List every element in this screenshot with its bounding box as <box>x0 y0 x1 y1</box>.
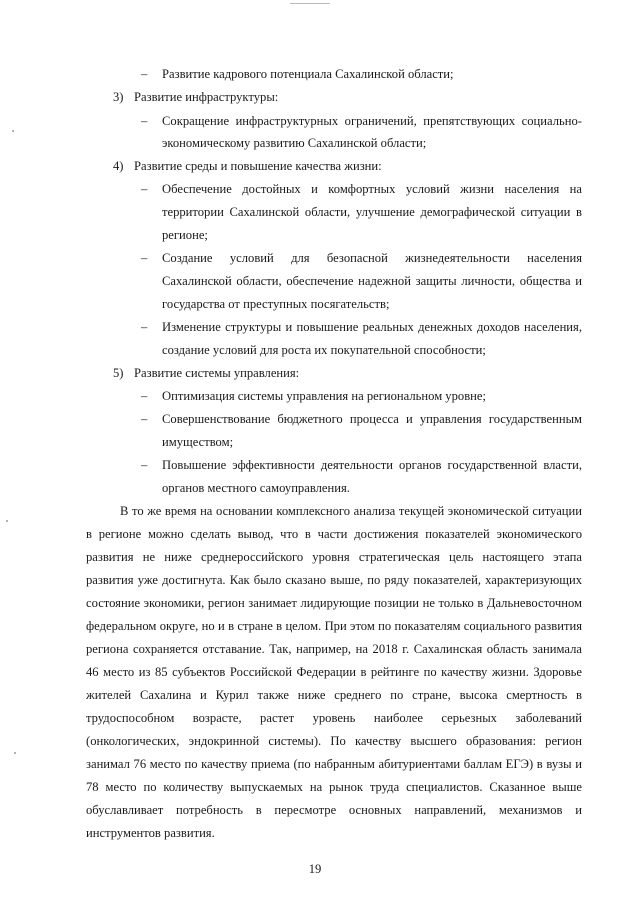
bullet-text: Совершенствование бюджетного процесса и управления государственным <box>162 412 582 426</box>
bullet-dash: – <box>141 458 148 472</box>
bullet-text: Сокращение инфраструктурных ограничений, препятствующих социально- <box>162 114 582 128</box>
bullet-text: Развитие кадрового потенциала Сахалинской области; <box>162 67 454 81</box>
paragraph-line: 78 место по количеству выпускаемых на рынок труда специалистов. Сказанное выше <box>86 780 582 794</box>
bullet-text: Оптимизация системы управления на региональном уровне; <box>162 389 486 403</box>
paragraph-line: федеральном округе, но и в стране в целом. При этом по показателям социального развития <box>86 619 582 633</box>
bullet-text: Создание условий для безопасной жизнедеятельности населения <box>162 251 582 265</box>
list-heading: Развитие среды и повышение качества жизни: <box>134 159 382 173</box>
paragraph-line: развития уже достигнута. Как было сказано выше, по ряду показателей, характеризующих <box>86 573 582 587</box>
bullet-dash: – <box>141 182 148 196</box>
bullet-text: органов местного самоуправления. <box>162 481 350 495</box>
paragraph-line: (онкологических, эндокринной системы). По качеству высшего образования: регион <box>86 734 582 748</box>
list-number: 4) <box>113 159 124 173</box>
paragraph-line: региона сохраняется отставание. Так, например, на 2018 г. Сахалинская область занимала <box>86 642 582 656</box>
paragraph-line: состояние экономики, регион занимает лидирующие позиции не только в Дальневосточном <box>86 596 582 610</box>
bullet-dash: – <box>141 412 148 426</box>
scan-speck <box>14 752 16 754</box>
bullet-dash: – <box>141 389 148 403</box>
list-heading: Развитие инфраструктуры: <box>134 90 279 104</box>
page-number: 19 <box>308 862 322 876</box>
paragraph-line: инструментов развития. <box>86 826 215 840</box>
bullet-dash: – <box>141 320 148 334</box>
paragraph-line: жителей Сахалина и Курил также ниже среднего по стране, высока смертность в <box>86 688 582 702</box>
list-heading: Развитие системы управления: <box>134 366 300 380</box>
bullet-dash: – <box>141 67 148 81</box>
scan-mark <box>290 3 330 4</box>
bullet-text: государства от преступных посягательств; <box>162 297 390 311</box>
bullet-text: Повышение эффективности деятельности органов государственной власти, <box>162 458 582 472</box>
bullet-text: регионе; <box>162 228 208 242</box>
bullet-text: экономическому развитию Сахалинской области; <box>162 136 427 150</box>
paragraph-line: 46 место из 85 субъектов Российской Федерации в рейтинге по качеству жизни. Здоровье <box>86 665 582 679</box>
paragraph-line: развития не ниже среднероссийского уровня стратегическая цель настоящего этапа <box>86 550 582 564</box>
bullet-text: Изменение структуры и повышение реальных денежных доходов населения, <box>162 320 582 334</box>
paragraph-line: трудоспособном возрасте, растет уровень наиболее серьезных заболеваний <box>86 711 582 725</box>
bullet-text: имуществом; <box>162 435 234 449</box>
paragraph-line: обуславливает потребность в пересмотре основных направлений, механизмов и <box>86 803 582 817</box>
scan-speck <box>6 520 8 522</box>
bullet-text: создание условий для роста их покупательной способности; <box>162 343 486 357</box>
bullet-text: Обеспечение достойных и комфортных условий жизни населения на <box>162 182 582 196</box>
list-number: 5) <box>113 366 124 380</box>
bullet-dash: – <box>141 251 148 265</box>
bullet-text: Сахалинской области, обеспечение надежной защиты личности, общества и <box>162 274 582 288</box>
paragraph-line: В то же время на основании комплексного анализа текущей экономической ситуации <box>120 504 582 518</box>
paragraph-line: в регионе можно сделать вывод, что в части достижения показателей экономического <box>86 527 582 541</box>
scan-speck <box>12 130 14 132</box>
bullet-text: территории Сахалинской области, улучшение демографической ситуации в <box>162 205 582 219</box>
paragraph-line: занимал 76 место по качеству приема (по набранным абитуриентами баллам ЕГЭ) в вузы и <box>86 757 582 771</box>
bullet-dash: – <box>141 114 148 128</box>
list-number: 3) <box>113 90 124 104</box>
